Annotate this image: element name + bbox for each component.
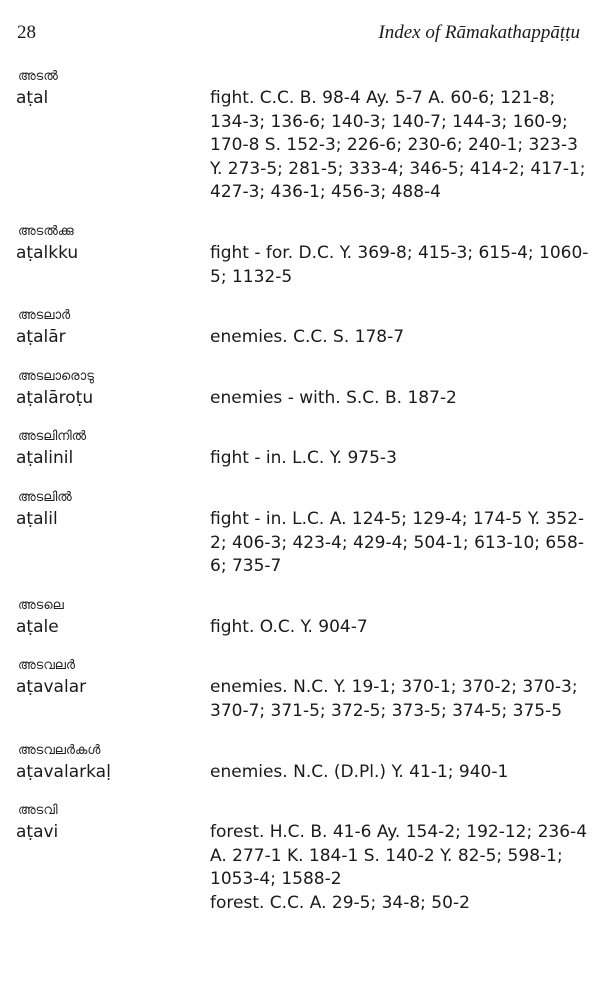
index-entry	[16, 428, 590, 471]
index-entry	[16, 742, 590, 785]
malayalam-headword: അടൽക്കു	[18, 223, 74, 239]
transliterated-headword: aṭavi	[16, 822, 59, 843]
sense-text: fight. O.C. Y. 904-7	[210, 616, 368, 637]
definition	[210, 821, 590, 915]
malayalam-headword: അടലിൽ	[18, 489, 72, 505]
malayalam-headword: അടലാർ	[18, 308, 71, 324]
definition	[210, 676, 590, 723]
definition	[210, 761, 590, 785]
index-entry	[16, 597, 590, 640]
malayalam-headword: അടലാരൊടു	[18, 368, 94, 384]
malayalam-headword: അടൽ	[18, 69, 58, 84]
sense-text: forest. C.C. A. 29-5; 34-8; 50-2	[210, 892, 470, 913]
sense-text: enemies - with. S.C. B. 187-2	[210, 387, 457, 408]
index-entry	[16, 657, 590, 723]
transliterated-headword: aṭavalar	[16, 677, 87, 698]
malayalam-headword: അടലിനിൽ	[18, 429, 87, 445]
transliterated-headword: aṭalāroṭu	[16, 387, 94, 408]
index-entry	[16, 223, 590, 289]
sense-text: forest. H.C. B. 41-6 Ay. 154-2; 192-12; 236-4 A. 277-1 K. 184-1 S. 140-2 Y. 82-5; 598-1; 1053-4; 1588-2	[210, 822, 588, 890]
sense-text: enemies. C.C. S. 178-7	[210, 327, 405, 348]
definition	[210, 87, 590, 205]
definition	[210, 387, 590, 411]
sense-text: fight. C.C. B. 98-4 Ay. 5-7 A. 60-6; 121-8; 134-3; 136-6; 140-3; 140-7; 144-3; 160-9; 170-8 S. 152-3; 226-6; 230-6; 240-1; 323-3 Y. 273-5; 281-5; 333-4; 346-5; 414-2; 417-1; 427-3; 436-1; 456-3; 488-4	[210, 88, 586, 203]
transliterated-headword: aṭalil	[16, 508, 58, 529]
transliterated-headword: aṭalkku	[16, 242, 79, 263]
running-title: Index of Rāmakathappāṭṭu	[378, 22, 580, 43]
transliterated-headword: aṭale	[16, 616, 59, 637]
definition	[210, 447, 590, 471]
malayalam-headword: അടവലർകൾ	[18, 742, 101, 758]
transliterated-headword: aṭavalarkaḷ	[16, 761, 111, 782]
definition	[210, 508, 590, 579]
definition	[210, 326, 590, 350]
index-entry	[16, 68, 590, 205]
index-entry	[16, 307, 590, 350]
sense-text: enemies. N.C. Y. 19-1; 370-1; 370-2; 370-3; 370-7; 371-5; 372-5; 373-5; 374-5; 375-5	[210, 677, 578, 721]
index-entry	[16, 489, 590, 579]
index-entry	[16, 802, 590, 915]
sense-text: fight - for. D.C. Y. 369-8; 415-3; 615-4; 1060-5; 1132-5	[210, 242, 589, 287]
sense-text: fight - in. L.C. A. 124-5; 129-4; 174-5 Y. 352-2; 406-3; 423-4; 429-4; 504-1; 613-10; 658-6; 735-7	[210, 508, 585, 577]
page-number: 28	[17, 22, 36, 43]
malayalam-headword: അടലെ	[18, 597, 64, 613]
index-entries	[16, 68, 590, 933]
sense-text: fight - in. L.C. Y. 975-3	[210, 448, 397, 469]
definition	[210, 616, 590, 640]
transliterated-headword: aṭalinil	[16, 448, 74, 469]
malayalam-headword: അടവലർ	[18, 658, 75, 674]
index-entry	[16, 368, 590, 411]
page-header	[17, 22, 580, 50]
transliterated-headword: aṭal	[16, 88, 49, 108]
malayalam-headword: അടവി	[18, 803, 58, 819]
transliterated-headword: aṭalār	[16, 327, 66, 348]
sense-text: enemies. N.C. (D.Pl.) Y. 41-1; 940-1	[210, 761, 509, 782]
definition	[210, 242, 590, 289]
